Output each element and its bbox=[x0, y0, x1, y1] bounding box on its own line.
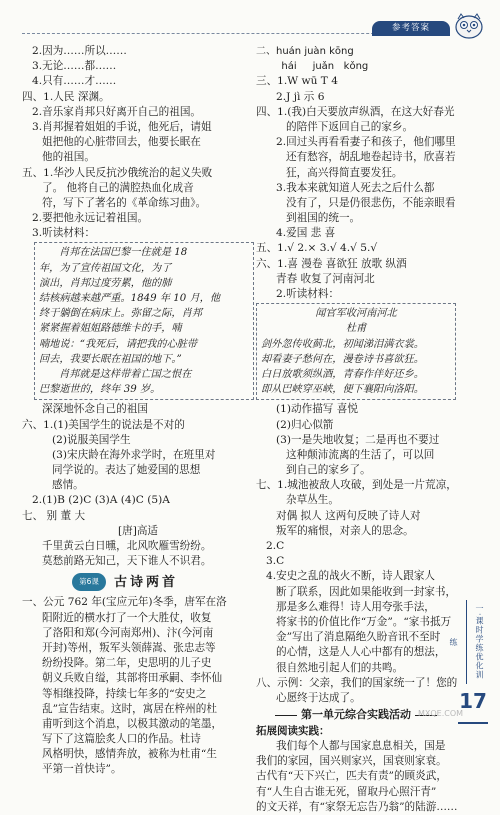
title-rule-left bbox=[275, 715, 297, 716]
page-number-rule bbox=[458, 722, 488, 724]
answer-line: 的陪伴下返回自己的家乡。 bbox=[286, 120, 414, 133]
answer-line: 3.肖邦握着姐姐的手说，他死后，请姐 bbox=[32, 120, 212, 133]
poem-author: [唐]高适 bbox=[117, 524, 159, 537]
passage-line: 终于躺倒在病床上。弥留之际，肖邦 bbox=[39, 308, 202, 320]
answer-line: 到自己的家乡了。 bbox=[286, 464, 371, 477]
answer-line: 纷纷投降。第二年，史思明的儿子史 bbox=[42, 657, 212, 670]
right-column bbox=[256, 44, 456, 815]
answer-line: 心愿终于达成了。 bbox=[276, 691, 361, 704]
answer-line: 等相继投降，持续七年多的“安史之 bbox=[42, 687, 207, 700]
answer-line: 五、1.√ 2.× 3.√ 4.√ 5.√ bbox=[256, 242, 378, 255]
answer-line: 2.听读材料： bbox=[276, 288, 340, 300]
passage-line: 结核病越来越严重。1849 年 10 月，他 bbox=[39, 293, 221, 304]
answer-line: 我们每个人都与国家息息相关，国是 bbox=[276, 740, 446, 753]
answer-line: 三、1.W wū T 4 bbox=[256, 75, 338, 88]
answer-line: 2.回过头再看看妻子和孩子，他们哪里 bbox=[276, 136, 456, 149]
poem-line: 千里黄云白日曛，北风吹雁雪纷纷。 bbox=[42, 540, 212, 552]
section-label: 拓展阅读实践： bbox=[256, 725, 330, 738]
answer-line: 四、1.人民 深渊。 bbox=[22, 90, 110, 103]
poem-box bbox=[256, 303, 456, 400]
answer-line: 叛军的痛恨，对亲人的思念。 bbox=[276, 524, 414, 537]
lesson-heading bbox=[72, 571, 254, 593]
answer-line: 杂草丛生。 bbox=[286, 494, 339, 507]
answer-line: 有“人生自古谁无死，留取丹心照汗青” bbox=[256, 785, 437, 798]
pinyin-line: 二、huán juàn kōng bbox=[256, 46, 354, 57]
answer-line: 狂，高兴得简直要发狂。 bbox=[286, 166, 403, 179]
answer-line: 一、公元 762 年(宝应元年)冬季，唐军在洛 bbox=[22, 596, 227, 609]
answer-line: 2.J jì 示 6 bbox=[276, 90, 325, 103]
passage-line: 年，为了宣传祖国文化，为了 bbox=[39, 262, 172, 274]
answer-line: (3)宋庆龄在海外求学时，在班里对 bbox=[52, 448, 216, 461]
page-number: 17 bbox=[459, 689, 487, 713]
passage-line: 演出，肖邦过度劳累，他的肺 bbox=[39, 277, 172, 289]
lesson-badge: 第6课 bbox=[72, 573, 106, 591]
answer-line: 开封)等州，叛军头领薛嵩、张忠志等 bbox=[42, 641, 216, 654]
passage-line: 紧紧握着姐姐路德维卡的手，喃 bbox=[39, 323, 182, 335]
answer-line: 五、1.华沙人民反抗沙俄统治的起义失败 bbox=[22, 166, 213, 179]
answer-line: (3)一是失地收复；二是再也不要过 bbox=[276, 433, 440, 446]
answer-line: 写下了这篇脍炙人口的作品。杜诗 bbox=[42, 733, 201, 746]
passage-line: 肖邦就是这样带着亡国之恨在 bbox=[59, 368, 192, 380]
answer-line: 的心情，这是人人心中都有的想法， bbox=[276, 646, 446, 659]
answer-line: 了洛阳和郑(今河南郑州)、汴(今河南 bbox=[42, 626, 214, 639]
answer-line: 没有了，只是仍很悲伤，不能亲眼看 bbox=[286, 196, 456, 209]
poem-line: 剑外忽传收蓟北，初闻涕泪满衣裳。 bbox=[261, 338, 424, 350]
header-tab: 参考答案 bbox=[372, 21, 450, 36]
answer-line: 青春 收复了河南河北 bbox=[276, 272, 375, 285]
answer-line: 感情。 bbox=[52, 479, 84, 492]
answer-line: 3.我本来就知道人死去之后什么都 bbox=[276, 181, 435, 194]
answer-line: 3.C bbox=[266, 555, 285, 568]
poem-line: 白日放歌须纵酒，青春作伴好还乡。 bbox=[261, 368, 424, 380]
answer-line: 那是多么难得！诗人用夸张手法， bbox=[276, 600, 435, 613]
answer-line: 这种颠沛流离的生活了，可以回 bbox=[286, 448, 435, 461]
answer-line: 很自然地引起人们的共鸣。 bbox=[276, 661, 404, 674]
answer-line: 3.听读材料： bbox=[32, 227, 96, 240]
pinyin-line: hái juǎn kǒng bbox=[256, 61, 369, 73]
answer-line: 我们的家园，国兴则家兴，国衰则家衰。 bbox=[256, 755, 447, 768]
answer-line: 八、示例：父亲，我们的国家统一了！您的 bbox=[256, 676, 458, 689]
answer-line: 了。 他将自己的满腔热血化成音 bbox=[42, 181, 194, 194]
watermark: MXQE.COM bbox=[418, 709, 464, 718]
answer-line: 断了联系，因此如果能收到一封家书， bbox=[276, 585, 457, 598]
poem-line: 即从巴峡穿巫峡，便下襄阳向洛阳。 bbox=[261, 384, 424, 396]
passage-line: 回去，我要长眠在祖国的地下。” bbox=[39, 353, 182, 365]
answer-line: 同学说的。表达了她爱国的思想 bbox=[52, 464, 201, 477]
answer-line: 4.爱国 悲 喜 bbox=[276, 227, 336, 240]
answer-line: 符，写下了著名的《革命练习曲》。 bbox=[42, 196, 207, 209]
answer-line: 七、1.城池被敌人攻破，到处是一片荒凉， bbox=[256, 479, 457, 492]
answer-line: 的文天祥，有“家祭无忘告乃翁”的陆游…… bbox=[256, 800, 458, 813]
answer-line: 四、1.(我)白天要放声纵酒，在这大好春光 bbox=[256, 105, 455, 118]
answer-line: 4.只有……才…… bbox=[32, 75, 117, 88]
side-tab: 一·课时学练优化训练 bbox=[466, 600, 492, 684]
answer-line: 2.(1)B (2)C (3)A (4)C (5)A bbox=[32, 494, 170, 507]
answer-line: 2.要把他永远记着祖国。 bbox=[32, 212, 149, 225]
answer-line: 2.C bbox=[266, 540, 285, 552]
left-column bbox=[22, 44, 254, 778]
answer-line: 还有愁容，胡乱地卷起诗书，欣喜若 bbox=[286, 151, 456, 164]
answer-line: 阳附近的横水打了一个大胜仗，收复 bbox=[42, 611, 212, 624]
answer-line: 深深地怀念自己的祖国 bbox=[42, 403, 148, 416]
reading-passage-box bbox=[34, 242, 254, 400]
answer-line: (2)说服美国学生 bbox=[52, 433, 131, 446]
answer-line: 将家书的价值比作“万金”。“家书抵万 bbox=[276, 615, 452, 628]
answer-line: 六、1.(1)美国学生的说法是不对的 bbox=[22, 418, 185, 431]
answer-line: 六、1.喜 漫卷 喜欲狂 放歌 纵酒 bbox=[256, 257, 407, 270]
answer-line: 2.因为……所以…… bbox=[32, 45, 127, 57]
poem-line: 却看妻子愁何在，漫卷诗书喜欲狂。 bbox=[261, 353, 424, 365]
answer-line: 姐把他的心脏带回去，他要长眠在 bbox=[42, 136, 201, 149]
answer-line: 到祖国的统一。 bbox=[286, 212, 361, 225]
unit-title-text: 第一单元综合实践活动 bbox=[301, 708, 411, 722]
answer-line: 古代有“天下兴亡，匹夫有责”的顾炎武， bbox=[256, 770, 447, 783]
answer-line: (1)动作描写 喜悦 bbox=[276, 403, 358, 416]
passage-line: 喃地说：“我死后，请把我的心脏带 bbox=[39, 338, 198, 350]
poem-line: 莫愁前路无知己，天下谁人不识君。 bbox=[42, 555, 212, 568]
lesson-title: 古诗两首 bbox=[114, 574, 179, 590]
answer-line: 平第一首快诗”。 bbox=[42, 763, 122, 776]
answer-line: 乱”宣告结束。这时，寓居在梓州的杜 bbox=[42, 702, 217, 715]
answer-line: 3.无论……都…… bbox=[32, 60, 117, 73]
passage-line: 肖邦在法国巴黎一住就是 18 bbox=[59, 247, 188, 259]
owl-mascot-icon bbox=[452, 9, 486, 39]
answer-line: 4.安史之乱的战火不断，诗人跟家人 bbox=[266, 570, 436, 583]
answer-line: 金”写出了消息隔绝久盼音讯不至时 bbox=[276, 631, 441, 644]
answer-line: 朝义兵败自缢，其部将田承嗣、李怀仙 bbox=[42, 672, 223, 685]
poem-title: 闻官军收河南河北 bbox=[315, 308, 397, 320]
poem-title: 七、 别 董 大 bbox=[22, 509, 86, 522]
poem-author: 杜甫 bbox=[345, 323, 367, 335]
answer-line: 甫听到这个消息，以极其激动的笔墨， bbox=[42, 717, 223, 730]
passage-line: 巴黎逝世的，终年 39 岁。 bbox=[39, 384, 161, 396]
answer-line: 风格明快，感情奔放，被称为杜甫“生 bbox=[42, 748, 217, 761]
answer-line: 2.音乐家肖邦只好离开自己的祖国。 bbox=[32, 105, 202, 118]
answer-line: 他的祖国。 bbox=[42, 151, 95, 164]
answer-line: 对偶 拟人 这两句反映了诗人对 bbox=[276, 509, 421, 522]
answer-line: (2)归心似箭 bbox=[276, 418, 334, 431]
